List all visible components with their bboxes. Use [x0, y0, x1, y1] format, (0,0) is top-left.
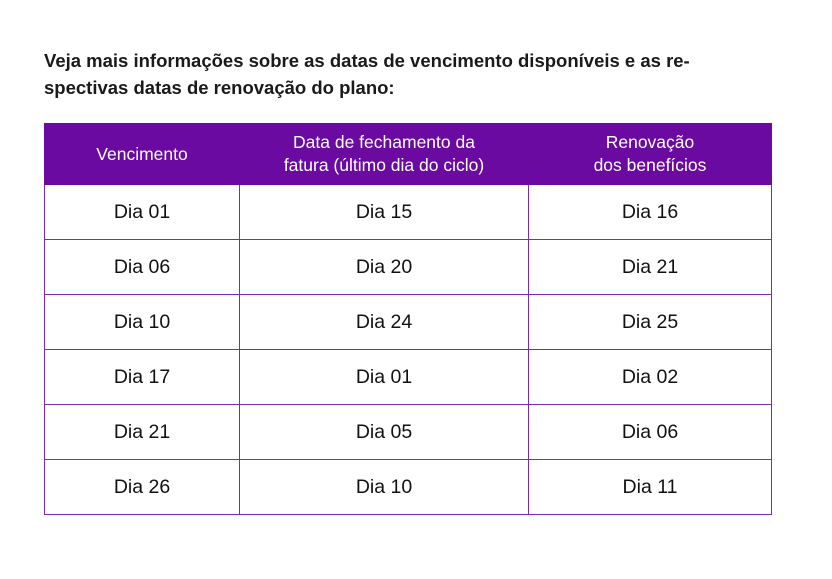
header-row [45, 124, 772, 185]
cell-fechamento: Dia 15 [240, 185, 529, 240]
cell-vencimento: Dia 17 [45, 350, 240, 405]
table-row [45, 185, 772, 240]
header-renovacao-line-2: dos benefícios [593, 155, 707, 175]
cell-vencimento: Dia 10 [45, 295, 240, 350]
table-body [45, 185, 772, 515]
due-date-table [44, 123, 772, 515]
header-vencimento-label: Vencimento [96, 143, 188, 164]
table-row [45, 240, 772, 295]
header-renovacao-line-1: Renovação [605, 132, 695, 152]
header-data-fechamento-line-2: fatura (último dia do ciclo) [283, 155, 485, 175]
header-data-fechamento [240, 124, 529, 185]
cell-vencimento: Dia 26 [45, 460, 240, 515]
cell-vencimento: Dia 01 [45, 185, 240, 240]
cell-fechamento: Dia 01 [240, 350, 529, 405]
cell-renovacao: Dia 16 [529, 185, 772, 240]
cell-renovacao: Dia 21 [529, 240, 772, 295]
cell-fechamento: Dia 05 [240, 405, 529, 460]
cell-renovacao: Dia 11 [529, 460, 772, 515]
cell-vencimento: Dia 21 [45, 405, 240, 460]
cell-fechamento: Dia 24 [240, 295, 529, 350]
intro-line-2: spectivas datas de renovação do plano: [44, 77, 395, 98]
table-row [45, 295, 772, 350]
intro-text [44, 47, 774, 101]
table-header [45, 124, 772, 185]
intro-line-1: Veja mais informações sobre as datas de vencimento disponíveis e as re- [44, 50, 690, 71]
cell-fechamento: Dia 10 [240, 460, 529, 515]
header-vencimento [45, 124, 240, 185]
table-row [45, 405, 772, 460]
header-data-fechamento-line-1: Data de fechamento da [293, 132, 475, 152]
cell-renovacao: Dia 25 [529, 295, 772, 350]
table-row [45, 460, 772, 515]
cell-renovacao: Dia 02 [529, 350, 772, 405]
header-renovacao [529, 124, 772, 185]
cell-vencimento: Dia 06 [45, 240, 240, 295]
cell-renovacao: Dia 06 [529, 405, 772, 460]
table-row [45, 350, 772, 405]
cell-fechamento: Dia 20 [240, 240, 529, 295]
